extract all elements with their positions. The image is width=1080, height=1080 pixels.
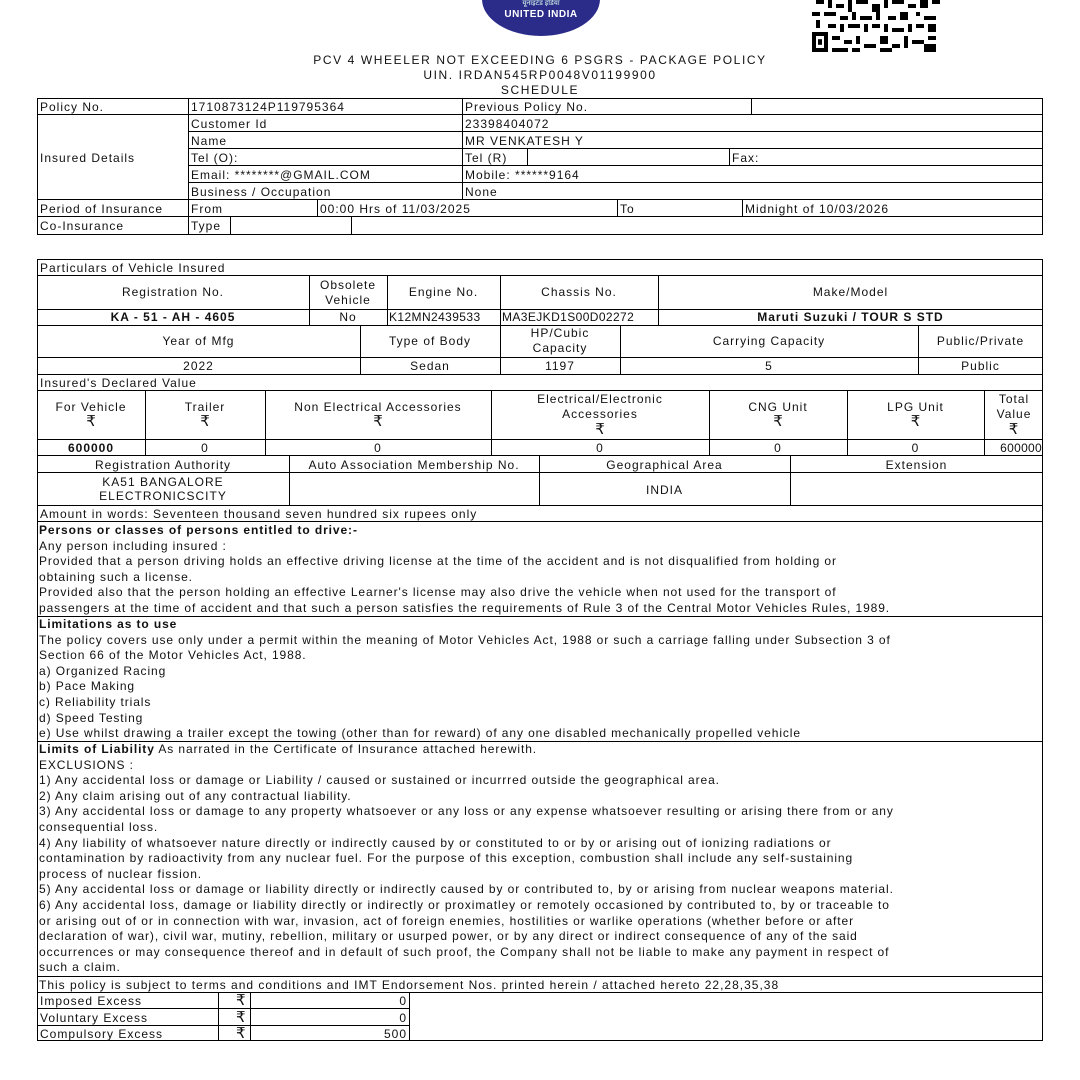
logo-text: UNITED INDIA xyxy=(504,9,578,20)
carrying-capacity-value: 5 xyxy=(765,359,773,373)
imposed-excess-value: 0 xyxy=(399,994,407,1008)
liability-title: Limits of Liability xyxy=(39,742,155,756)
idv-section-title: Insured's Declared Value xyxy=(40,376,197,390)
make-model-value: Maruti Suzuki / TOUR S STD xyxy=(757,310,944,324)
reg-authority-line1: KA51 BANGALORE xyxy=(102,475,224,489)
limitations-line: d) Speed Testing xyxy=(39,710,144,725)
drivers-line: passengers at the time of accident and that such a person satisfies the requirements of Rule 3 of the Central Motor Vehicles Rules, 1989. xyxy=(39,600,891,615)
public-private-header: Public/Private xyxy=(936,334,1025,348)
exclusion-line: consequential loss. xyxy=(39,819,159,834)
idv-trailer-value: 0 xyxy=(201,441,209,455)
idv-electrical-header: Electrical/Electronic Accessories xyxy=(537,392,663,421)
limitations-line: a) Organized Racing xyxy=(39,663,167,678)
imt-endorsement-note: This policy is subject to terms and conditions and IMT Endorsement Nos. printed herein / attached hereto 22,28,35,38 xyxy=(39,978,780,992)
reg-authority-line2: ELECTRONICSCITY xyxy=(99,489,227,503)
idv-cng-header: CNG Unit xyxy=(748,400,808,414)
qr-code xyxy=(812,0,940,52)
limitations-line: The policy covers use only under a permit within the meaning of Motor Vehicles Act, 1988 or such a carriage falling under Subsection 3 of xyxy=(39,632,891,647)
rupee-icon: ₹ xyxy=(200,413,210,430)
limitations-line: c) Reliability trials xyxy=(39,694,152,709)
rupee-icon: ₹ xyxy=(1008,421,1019,438)
idv-non-electrical-value: 0 xyxy=(374,441,382,455)
year-mfg-header: Year of Mfg xyxy=(162,334,235,348)
exclusion-line: 6) Any accidental loss, damage or liability directly or indirectly or proximatley or remotely occasioned by contributed to, by or traceable to xyxy=(39,897,890,912)
type-label: Type xyxy=(191,219,222,233)
logo-hindi-text: यूनाइटेड इंडिया xyxy=(522,0,560,7)
exclusion-line: 4) Any liability of whatsoever nature directly or indirectly caused by or constituted to or by or arising out of ionizing radiations or xyxy=(39,835,832,850)
idv-electrical-value: 0 xyxy=(596,441,604,455)
body-type-header: Type of Body xyxy=(388,334,472,348)
name-label: Name xyxy=(191,134,228,148)
united-india-logo xyxy=(482,0,600,36)
to-value: Midnight of 10/03/2026 xyxy=(745,202,890,216)
extension-header: Extension xyxy=(885,458,948,472)
limitations-line: e) Use whilst drawing a trailer except the towing (other than for reward) of any one disabled mechanically propelled vehicle xyxy=(39,726,801,741)
insured-details-label: Insured Details xyxy=(40,151,136,165)
limitations-line: b) Pace Making xyxy=(39,679,135,694)
schedule-heading: SCHEDULE xyxy=(500,83,580,97)
year-mfg-value: 2022 xyxy=(183,359,214,373)
previous-policy-label: Previous Policy No. xyxy=(465,100,589,114)
idv-total-value: 600000 xyxy=(1000,441,1042,455)
drivers-line: Any person including insured : xyxy=(39,538,227,553)
period-label: Period of Insurance xyxy=(40,202,164,216)
geo-area-header: Geographical Area xyxy=(606,458,723,472)
amount-in-words: Amount in words: Seventeen thousand seven hundred six rupees only xyxy=(40,507,478,521)
limitations-title: Limitations as to use xyxy=(39,617,178,631)
liability-title-rest: As narrated in the Certificate of Insurance attached herewith. xyxy=(154,742,537,756)
policy-no-label: Policy No. xyxy=(40,100,105,114)
rupee-icon: ₹ xyxy=(773,413,783,430)
tel-office-label: Tel (O): xyxy=(191,151,239,165)
engine-no-header: Engine No. xyxy=(408,285,479,299)
exclusion-line: 5) Any accidental loss or damage or liability directly or indirectly caused by or contributed to, by or arising from nuclear weapons material. xyxy=(39,882,894,897)
idv-trailer-header: Trailer xyxy=(184,400,226,414)
email-value: Email: ********@GMAIL.COM xyxy=(191,168,371,182)
from-value: 00:00 Hrs of 11/03/2025 xyxy=(320,202,471,216)
exclusion-line: such a claim. xyxy=(39,960,121,975)
fax-label: Fax: xyxy=(732,151,760,165)
cubic-capacity-value: 1197 xyxy=(545,359,575,373)
vehicle-section-title: Particulars of Vehicle Insured xyxy=(40,261,226,275)
reg-no-value: KA - 51 - AH - 4605 xyxy=(110,310,236,324)
exclusion-line: process of nuclear fission. xyxy=(39,866,203,881)
obsolete-header: Obsolete Vehicle xyxy=(319,278,377,307)
reg-authority-header: Registration Authority xyxy=(94,458,232,472)
imposed-excess-label: Imposed Excess xyxy=(40,994,143,1008)
rupee-icon: ₹ xyxy=(910,413,921,430)
reg-no-header: Registration No. xyxy=(121,285,225,299)
voluntary-excess-label: Voluntary Excess xyxy=(40,1011,149,1025)
chassis-no-value: MA3EJKD1S00D02272 xyxy=(502,310,635,324)
rupee-icon: ₹ xyxy=(236,1025,246,1042)
idv-lpg-header: LPG Unit xyxy=(887,400,944,414)
voluntary-excess-value: 0 xyxy=(399,1011,407,1025)
drivers-line: Provided also that the person holding an effective Learner's license may also drive the vehicle when not used for the transport of xyxy=(39,585,837,600)
exclusion-line: contamination by radioactivity from any nuclear fuel. For the purpose of this exception, combustion shall include any self-sustaining xyxy=(39,851,854,866)
idv-lpg-value: 0 xyxy=(911,441,920,455)
cubic-capacity-header: HP/Cubic Capacity xyxy=(530,326,590,355)
idv-total-header: Total Value xyxy=(996,392,1032,421)
to-label: To xyxy=(620,202,635,216)
idv-vehicle-value: 600000 xyxy=(67,441,115,455)
rupee-icon: ₹ xyxy=(236,992,246,1009)
compulsory-excess-label: Compulsory Excess xyxy=(40,1027,164,1041)
policy-title: PCV 4 WHEELER NOT EXCEEDING 6 PSGRS - PACKAGE POLICY xyxy=(313,53,767,67)
drivers-line: Provided that a person driving holds an effective driving license at the time of the accident and is not disqualified from holding or xyxy=(39,554,837,569)
drivers-line: obtaining such a license. xyxy=(39,569,193,584)
public-private-value: Public xyxy=(961,359,1000,373)
rupee-icon: ₹ xyxy=(236,1009,246,1026)
compulsory-excess-value: 500 xyxy=(383,1027,407,1041)
body-type-value: Sedan xyxy=(410,359,450,373)
exclusion-line: occurrences or may consequence thereof and in default of such proof, the Company shall not be liable to make any payment in respect of xyxy=(39,944,890,959)
mobile-value: Mobile: ******9164 xyxy=(465,168,580,182)
idv-non-electrical-header: Non Electrical Accessories xyxy=(294,400,462,414)
customer-id-value: 23398404072 xyxy=(465,117,550,131)
tel-residence-label: Tel (R) xyxy=(465,151,508,165)
make-model-header: Make/Model xyxy=(812,285,889,299)
exclusion-line: or arising out of or in connection with war, invasion, act of foreign enemies, hostilities or warlike operations (whether before or after xyxy=(39,913,854,928)
auto-association-header: Auto Association Membership No. xyxy=(308,458,520,472)
exclusion-line: 2) Any claim arising out of any contractual liability. xyxy=(39,788,352,803)
business-value: None xyxy=(465,185,498,199)
insured-name: MR VENKATESH Y xyxy=(465,134,584,148)
liability-section xyxy=(39,742,1041,976)
exclusion-line: declaration of war), civil war, mutiny, rebellion, military or usurped power, or by any direct or indirect consequence of any of the said xyxy=(39,929,858,944)
business-label: Business / Occupation xyxy=(191,185,332,199)
rupee-icon: ₹ xyxy=(373,413,383,430)
engine-no-value: K12MN2439533 xyxy=(389,310,481,324)
chassis-no-header: Chassis No. xyxy=(541,285,617,299)
idv-cng-value: 0 xyxy=(774,441,782,455)
exclusion-line: 3) Any accidental loss or damage to any property whatsoever or any loss or any expense whatsoever resulting or arising there from or any xyxy=(39,804,894,819)
drivers-title: Persons or classes of persons entitled to drive:- xyxy=(39,523,358,537)
idv-vehicle-header: For Vehicle xyxy=(55,400,127,414)
uin-number: UIN. IRDAN545RP0048V01199900 xyxy=(423,68,657,82)
obsolete-value: No xyxy=(339,310,357,324)
exclusion-line: 1) Any accidental loss or damage or Liability / caused or sustained or incurrred outside the geographical area. xyxy=(39,773,720,788)
limitations-section xyxy=(39,617,1041,742)
co-insurance-label: Co-Insurance xyxy=(40,219,125,233)
customer-id-label: Customer Id xyxy=(191,117,268,131)
limitations-line: Section 66 of the Motor Vehicles Act, 1988. xyxy=(39,648,307,663)
carrying-capacity-header: Carrying Capacity xyxy=(712,334,826,348)
rupee-icon: ₹ xyxy=(86,413,96,430)
rupee-icon: ₹ xyxy=(595,421,605,438)
geo-area-value: INDIA xyxy=(645,483,683,497)
policy-no-value: 1710873124P119795364 xyxy=(191,100,345,114)
exclusion-line: EXCLUSIONS : xyxy=(39,757,134,772)
from-label: From xyxy=(191,202,223,216)
drivers-section xyxy=(39,523,1041,617)
